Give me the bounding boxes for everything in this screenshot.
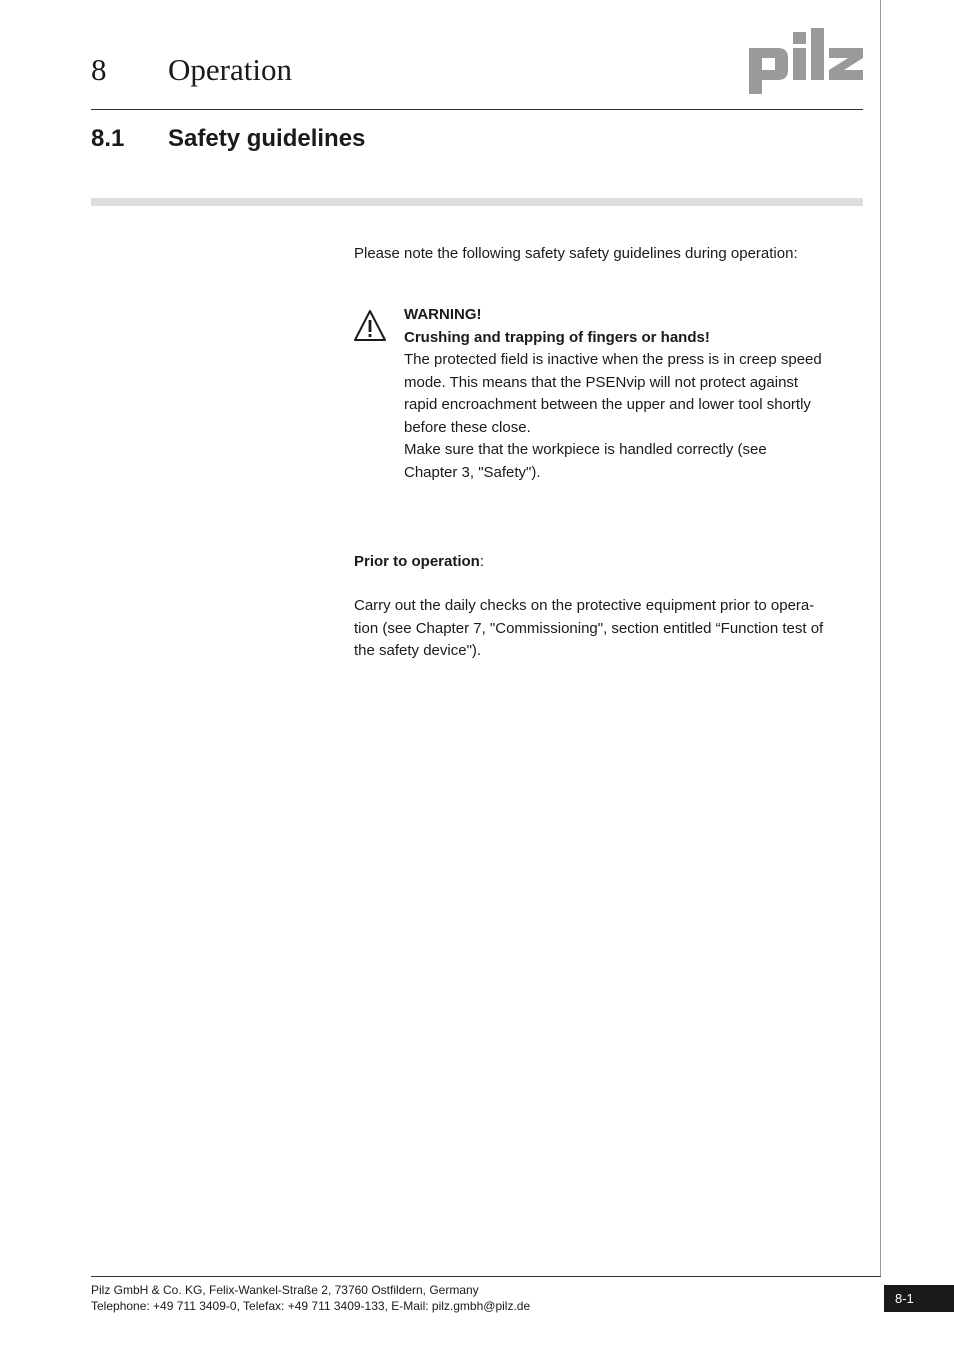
- page-number: 8-1: [884, 1285, 954, 1312]
- footer-address: Pilz GmbH & Co. KG, Felix-Wankel-Straße 2, 73760 Ostfildern, Germany: [91, 1283, 479, 1297]
- warning-line: rapid encroachment between the upper and lower tool shortly: [404, 396, 811, 413]
- prior-to-operation-paragraph: [354, 595, 864, 663]
- prior-heading-text: Prior to operation: [354, 553, 480, 570]
- page-edge-line: [880, 0, 881, 1276]
- prior-line: Carry out the daily checks on the protective equipment prior to opera-: [354, 597, 815, 614]
- prior-to-operation-heading: [354, 551, 864, 574]
- footer-contact: Telephone: +49 711 3409-0, Telefax: +49 711 3409-133, E-Mail: pilz.gmbh@pilz.de: [91, 1299, 531, 1313]
- prior-heading-colon: :: [479, 553, 485, 570]
- warning-line: Make sure that the workpiece is handled correctly (see: [404, 441, 767, 458]
- chapter-number: 8: [91, 52, 107, 87]
- chapter-title: Operation: [168, 52, 292, 87]
- footer-rule: [91, 1276, 881, 1277]
- warning-line: The protected field is inactive when the press is in creep speed: [404, 351, 822, 368]
- footer: [91, 1282, 530, 1314]
- section-number: 8.1: [91, 125, 125, 152]
- section-divider-bar: [91, 198, 863, 206]
- warning-block: [404, 304, 864, 484]
- warning-triangle-icon: [353, 309, 387, 343]
- intro-paragraph: Please note the following safety safety guidelines during operation:: [354, 245, 798, 262]
- pilz-logo: [748, 28, 864, 94]
- section-title: Safety guidelines: [168, 125, 366, 152]
- warning-line: mode. This means that the PSENvip will not protect against: [404, 373, 799, 391]
- prior-line: tion (see Chapter 7, "Commissioning", section entitled “Function test of: [354, 619, 824, 637]
- warning-label: WARNING!: [404, 306, 482, 323]
- warning-line: before these close.: [404, 418, 531, 436]
- warning-subtitle: Crushing and trapping of fingers or hands!: [404, 328, 710, 346]
- warning-line: Chapter 3, "Safety").: [404, 463, 541, 481]
- prior-line: the safety device").: [354, 642, 482, 659]
- header-rule: [91, 109, 863, 110]
